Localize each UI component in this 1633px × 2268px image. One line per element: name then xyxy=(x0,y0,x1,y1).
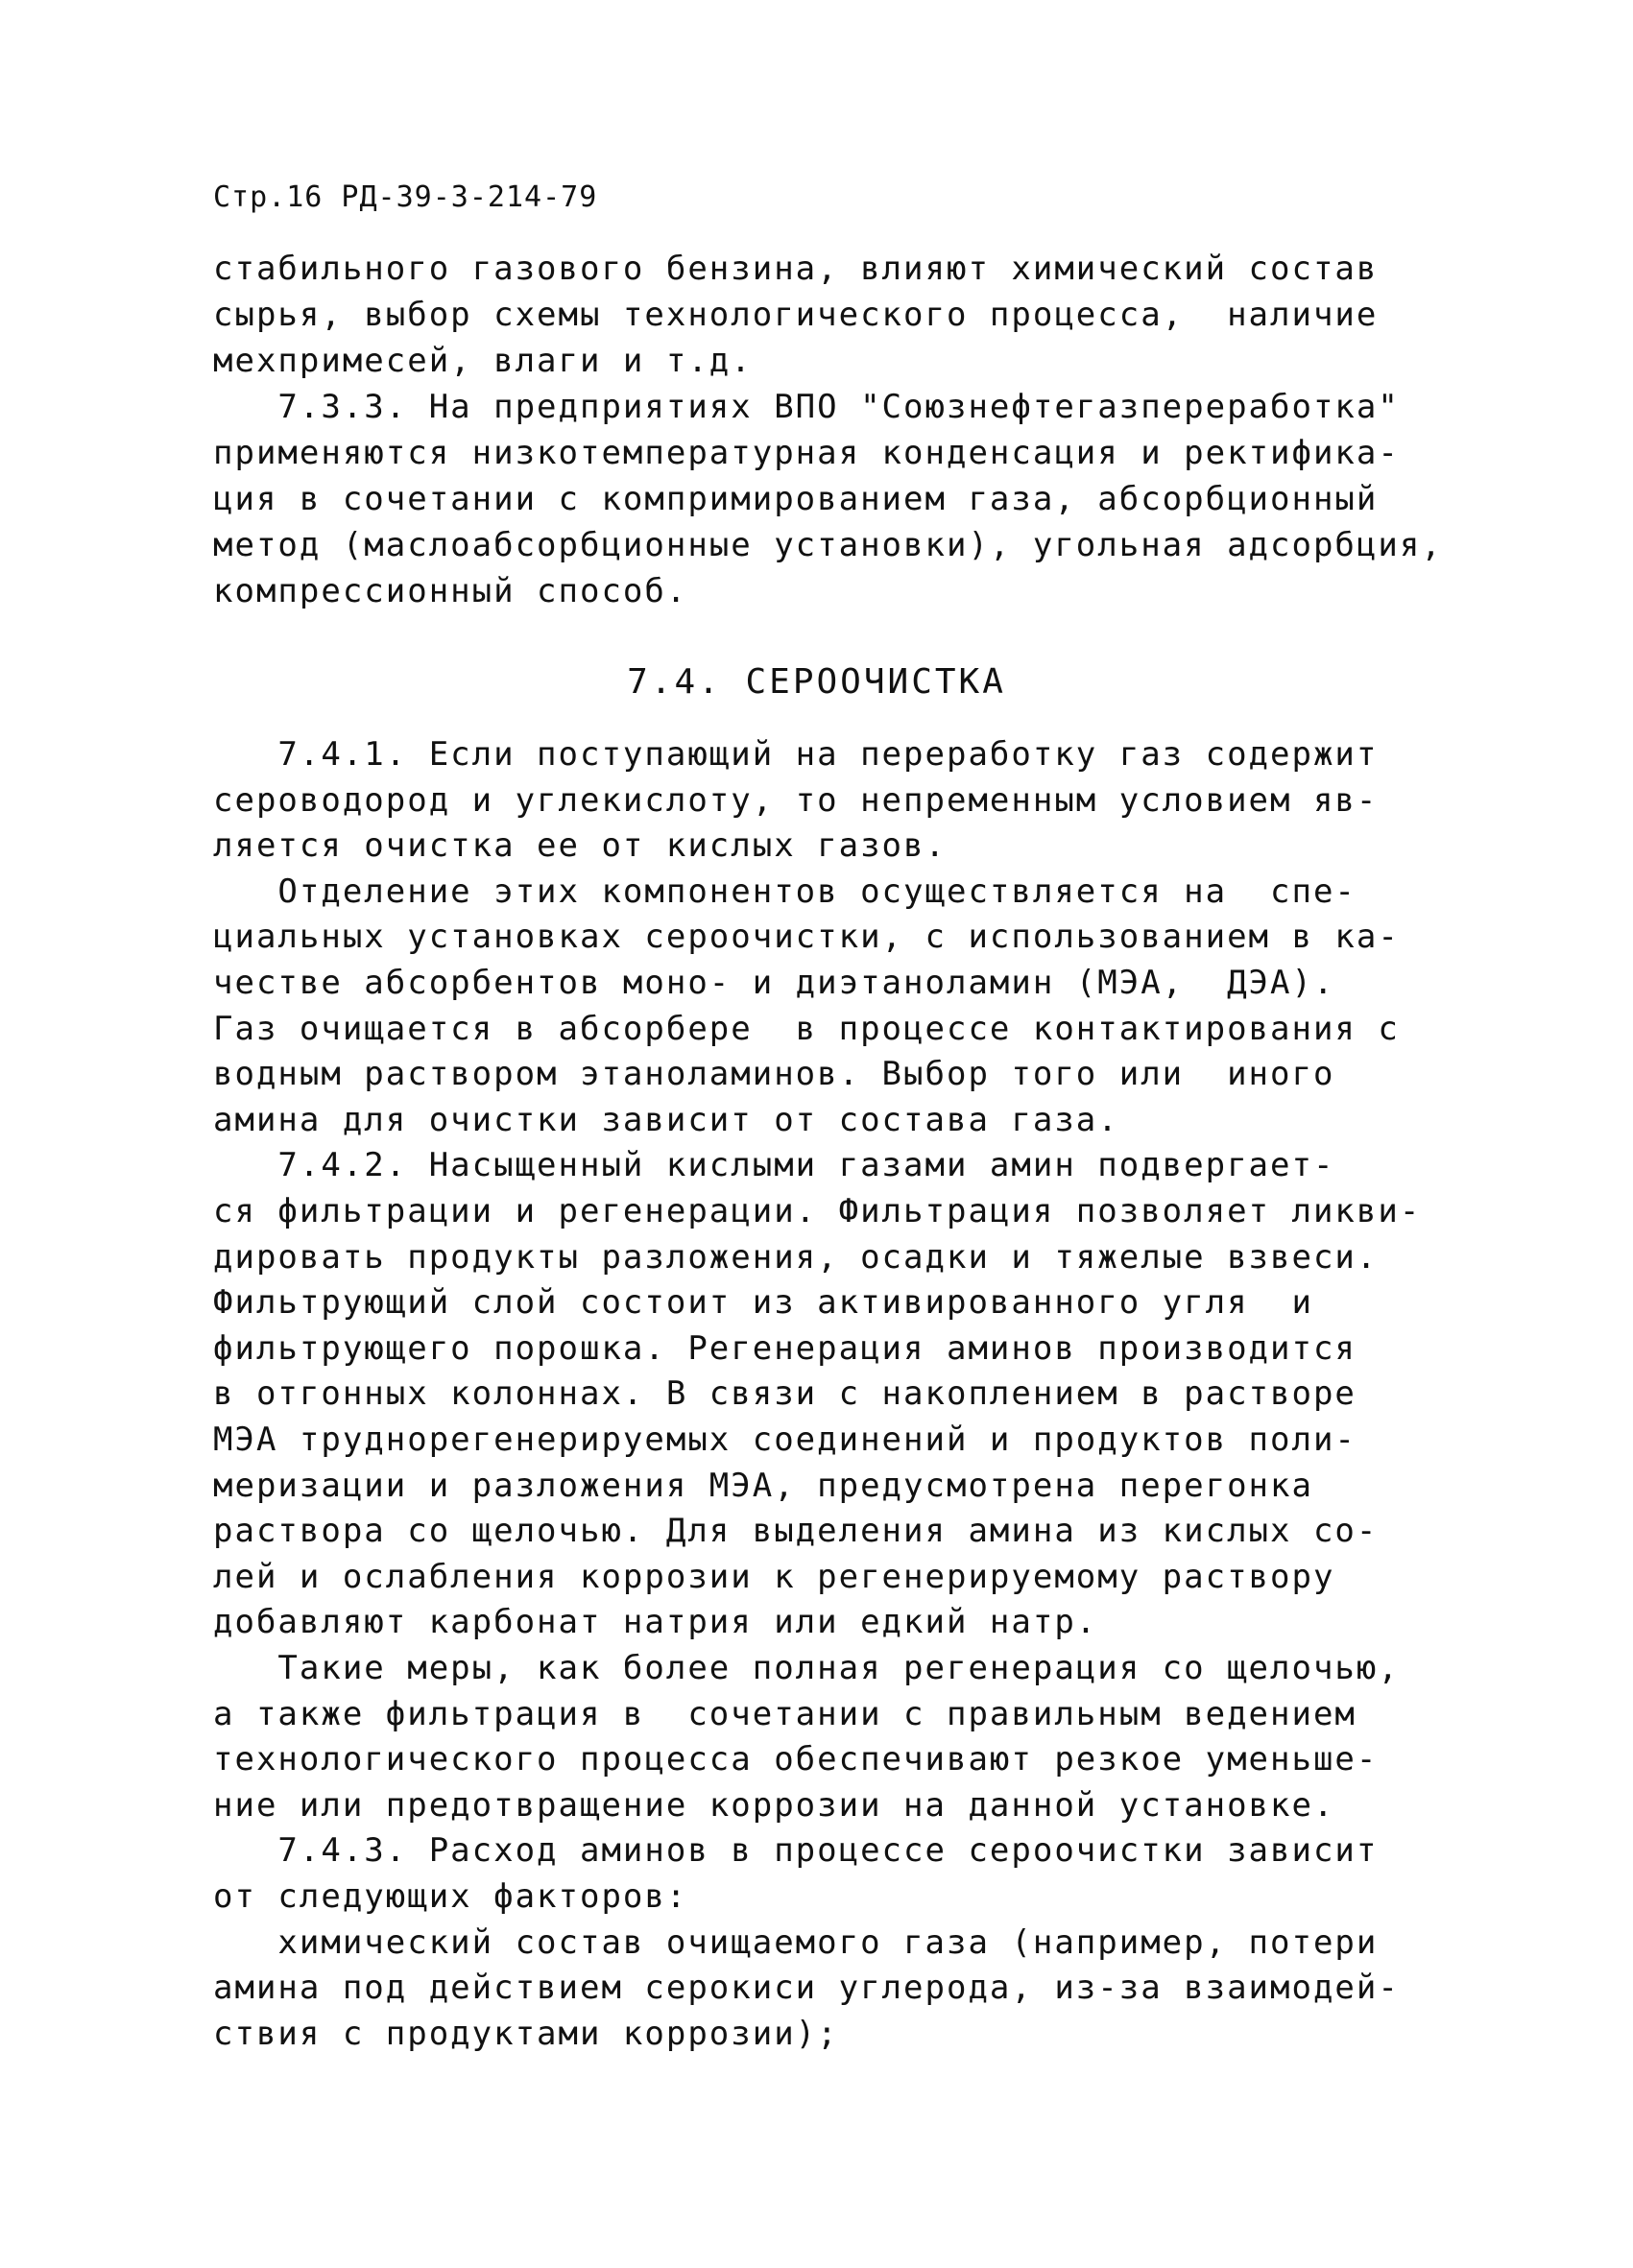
text-line: честве абсорбентов моно- и диэтаноламин (МЭА, ДЭА). xyxy=(213,964,1335,1002)
text-line: сероводород и углекислоту, то непременным условием яв- xyxy=(213,781,1379,820)
text-line: фильтрующего порошка. Регенерация аминов производится xyxy=(213,1329,1357,1368)
text-line: Фильтрующий слой состоит из активированного угля и xyxy=(213,1283,1313,1322)
text-line: Отделение этих компонентов осуществляется на спе- xyxy=(213,872,1357,911)
text-line: 7.4.2. Насыщенный кислыми газами амин подвергает- xyxy=(213,1146,1335,1184)
section-heading: 7.4. СЕРООЧИСТКА xyxy=(627,662,1006,702)
text-line: мехпримесей, влаги и т.д. xyxy=(213,342,753,380)
text-line: ция в сочетании с компримированием газа, абсорбционный xyxy=(213,480,1379,518)
text-line: циальных установках сероочистки, с использованием в ка- xyxy=(213,918,1400,956)
text-line: стабильного газового бензина, влияют химический состав xyxy=(213,250,1379,288)
text-line: Газ очищается в абсорбере в процессе контактирования с xyxy=(213,1010,1400,1048)
text-line: а также фильтрация в сочетании с правильным ведением xyxy=(213,1695,1357,1733)
text-line: амина для очистки зависит от состава газа. xyxy=(213,1101,1119,1139)
text-line: ствия с продуктами коррозии); xyxy=(213,2015,839,2053)
text-line: 7.4.1. Если поступающий на переработку газ содержит xyxy=(213,735,1379,774)
text-line: 7.3.3. На предприятиях ВПО "Союзнефтегазпереработка" xyxy=(213,388,1400,426)
text-line: химический состав очищаемого газа (например, потери xyxy=(213,1923,1379,1962)
text-line: ние или предотвращение коррозии на данной установке. xyxy=(213,1786,1335,1825)
text-line: метод (маслоабсорбционные установки), угольная адсорбция, xyxy=(213,526,1443,564)
text-line: от следующих факторов: xyxy=(213,1877,688,1916)
text-line: ляется очистка ее от кислых газов. xyxy=(213,826,947,865)
text-line: меризации и разложения МЭА, предусмотрена перегонка xyxy=(213,1467,1313,1505)
text-line: добавляют карбонат натрия или едкий натр. xyxy=(213,1603,1098,1641)
text-line: технологического процесса обеспечивают резкое уменьше- xyxy=(213,1740,1379,1779)
text-line: в отгонных колоннах. В связи с накоплением в растворе xyxy=(213,1374,1357,1413)
text-line: амина под действием серокиси углерода, из-за взаимодей- xyxy=(213,1969,1400,2007)
text-line: дировать продукты разложения, осадки и тяжелые взвеси. xyxy=(213,1238,1379,1277)
text-line: сырья, выбор схемы технологического процесса, наличие xyxy=(213,296,1379,334)
text-line: Такие меры, как более полная регенерация со щелочью, xyxy=(213,1649,1400,1687)
text-line: ся фильтрации и регенерации. Фильтрация позволяет ликви- xyxy=(213,1192,1422,1230)
page-header: Стр.16 РД-39-3-214-79 xyxy=(213,180,598,214)
text-line: 7.4.3. Расход аминов в процессе сероочистки зависит xyxy=(213,1831,1379,1870)
text-line: водным раствором этаноламинов. Выбор того или иного xyxy=(213,1055,1335,1093)
text-line: лей и ослабления коррозии к регенерируемому раствору xyxy=(213,1558,1335,1596)
text-line: компрессионный способ. xyxy=(213,572,688,610)
text-line: применяются низкотемпературная конденсация и ректифика- xyxy=(213,434,1400,472)
text-line: МЭА труднорегенерируемых соединений и продуктов поли- xyxy=(213,1420,1357,1459)
text-line: раствора со щелочью. Для выделения амина из кислых со- xyxy=(213,1512,1379,1550)
